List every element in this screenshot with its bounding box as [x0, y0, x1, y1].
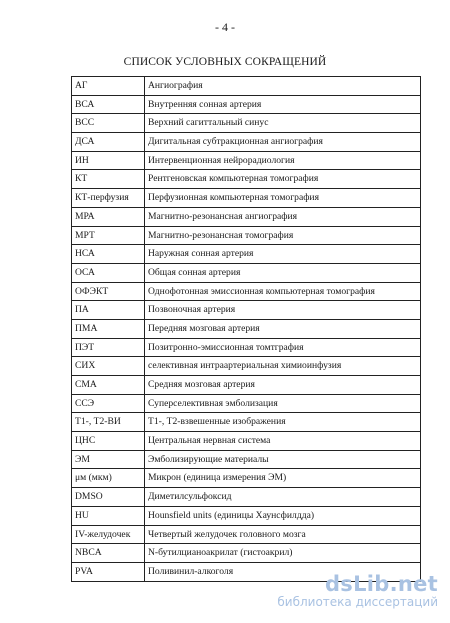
- abbreviation-cell: ЦНС: [72, 432, 145, 451]
- definition-cell: Верхний сагиттальный синус: [145, 114, 421, 133]
- table-row: [72, 189, 421, 208]
- definition-cell: Общая сонная артерия: [145, 263, 421, 282]
- definition-cell: Диметилсульфоксид: [145, 488, 421, 507]
- definition-cell: Т1-, Т2-взвешенные изображения: [145, 413, 421, 432]
- abbreviation-cell: ВСС: [72, 114, 145, 133]
- table-row: [72, 357, 421, 376]
- definition-cell: Четвертый желудочек головного мозга: [145, 525, 421, 544]
- abbreviation-cell: ВСА: [72, 95, 145, 114]
- definition-cell: Суперселективная эмболизация: [145, 394, 421, 413]
- definition-cell: Магнитно-резонансная ангиография: [145, 207, 421, 226]
- definition-cell: Hounsfield units (единицы Хаунсфилдда): [145, 506, 421, 525]
- definition-cell: Перфузионная компьютерная томография: [145, 189, 421, 208]
- definition-cell: Интервенционная нейрорадиология: [145, 151, 421, 170]
- table-row: [72, 488, 421, 507]
- definition-cell: Дигитальная субтракционная ангиография: [145, 133, 421, 152]
- table-row: [72, 301, 421, 320]
- abbreviation-cell: КТ-перфузия: [72, 189, 145, 208]
- table-row: [72, 245, 421, 264]
- table-row: [72, 525, 421, 544]
- definition-cell: Ангиография: [145, 77, 421, 96]
- table-row: [72, 170, 421, 189]
- definition-cell: Эмболизирующие материалы: [145, 450, 421, 469]
- abbreviation-cell: HU: [72, 506, 145, 525]
- abbreviation-cell: ОСА: [72, 263, 145, 282]
- abbreviation-cell: ЭМ: [72, 450, 145, 469]
- definition-cell: Наружная сонная артерия: [145, 245, 421, 264]
- table-row: [72, 376, 421, 395]
- page-title: СПИСОК УСЛОВНЫХ СОКРАЩЕНИЙ: [123, 56, 327, 68]
- abbreviation-cell: КТ: [72, 170, 145, 189]
- table-row: [72, 207, 421, 226]
- table-row: [72, 95, 421, 114]
- table-row: [72, 432, 421, 451]
- definition-cell: Позвоночная артерия: [145, 301, 421, 320]
- table-row: [72, 114, 421, 133]
- definition-cell: Внутренняя сонная артерия: [145, 95, 421, 114]
- abbreviation-cell: PVA: [72, 562, 145, 581]
- table-row: [72, 506, 421, 525]
- page-number: - 4 -: [215, 20, 235, 34]
- abbreviation-cell: ССЭ: [72, 394, 145, 413]
- table-row: [72, 263, 421, 282]
- definition-cell: Центральная нервная система: [145, 432, 421, 451]
- definition-cell: Магнитно-резонансная томография: [145, 226, 421, 245]
- watermark-logo: dsLib.net: [324, 571, 438, 596]
- abbreviation-cell: НСА: [72, 245, 145, 264]
- table-row: [72, 282, 421, 301]
- watermark: [277, 571, 438, 609]
- abbreviation-cell: МРА: [72, 207, 145, 226]
- table-row: [72, 338, 421, 357]
- table-row: [72, 319, 421, 338]
- definition-cell: Позитронно-эмиссионная томтграфия: [145, 338, 421, 357]
- definition-cell: N-бутилцианоакрилат (гистоакрил): [145, 544, 421, 563]
- table-row: [72, 77, 421, 96]
- definition-cell: селективная интраартериальная химиоинфузия: [145, 357, 421, 376]
- abbreviations-table: [71, 76, 421, 582]
- abbreviation-cell: ПЭТ: [72, 338, 145, 357]
- definition-cell: Передняя мозговая артерия: [145, 319, 421, 338]
- table-row: [72, 413, 421, 432]
- table-row: [72, 133, 421, 152]
- abbreviation-cell: ОФЭКТ: [72, 282, 145, 301]
- abbreviation-cell: μм (мкм): [72, 469, 145, 488]
- abbreviation-cell: МРТ: [72, 226, 145, 245]
- abbreviation-cell: NBCA: [72, 544, 145, 563]
- table-row: [72, 394, 421, 413]
- definition-cell: Рентгеновская компьютерная томография: [145, 170, 421, 189]
- definition-cell: Микрон (единица измерения ЭМ): [145, 469, 421, 488]
- table-row: [72, 226, 421, 245]
- abbreviation-cell: ИН: [72, 151, 145, 170]
- definition-cell: Средняя мозговая артерия: [145, 376, 421, 395]
- table-row: [72, 450, 421, 469]
- abbreviation-cell: ДСА: [72, 133, 145, 152]
- abbreviation-cell: IV-желудочек: [72, 525, 145, 544]
- definition-cell: Однофотонная эмиссионная компьютерная томография: [145, 282, 421, 301]
- definition-cell: Поливинил-алкоголя: [145, 562, 421, 581]
- table-row: [72, 544, 421, 563]
- abbreviation-cell: АГ: [72, 77, 145, 96]
- table-row: [72, 469, 421, 488]
- abbreviation-cell: Т1-, Т2-ВИ: [72, 413, 145, 432]
- abbreviation-cell: DMSO: [72, 488, 145, 507]
- abbreviation-cell: ПМА: [72, 319, 145, 338]
- abbreviations-table-body: [72, 77, 421, 582]
- table-row: [72, 151, 421, 170]
- abbreviation-cell: ПА: [72, 301, 145, 320]
- watermark-subtitle: библиотека диссертаций: [277, 594, 438, 609]
- abbreviation-cell: СИХ: [72, 357, 145, 376]
- abbreviation-cell: СМА: [72, 376, 145, 395]
